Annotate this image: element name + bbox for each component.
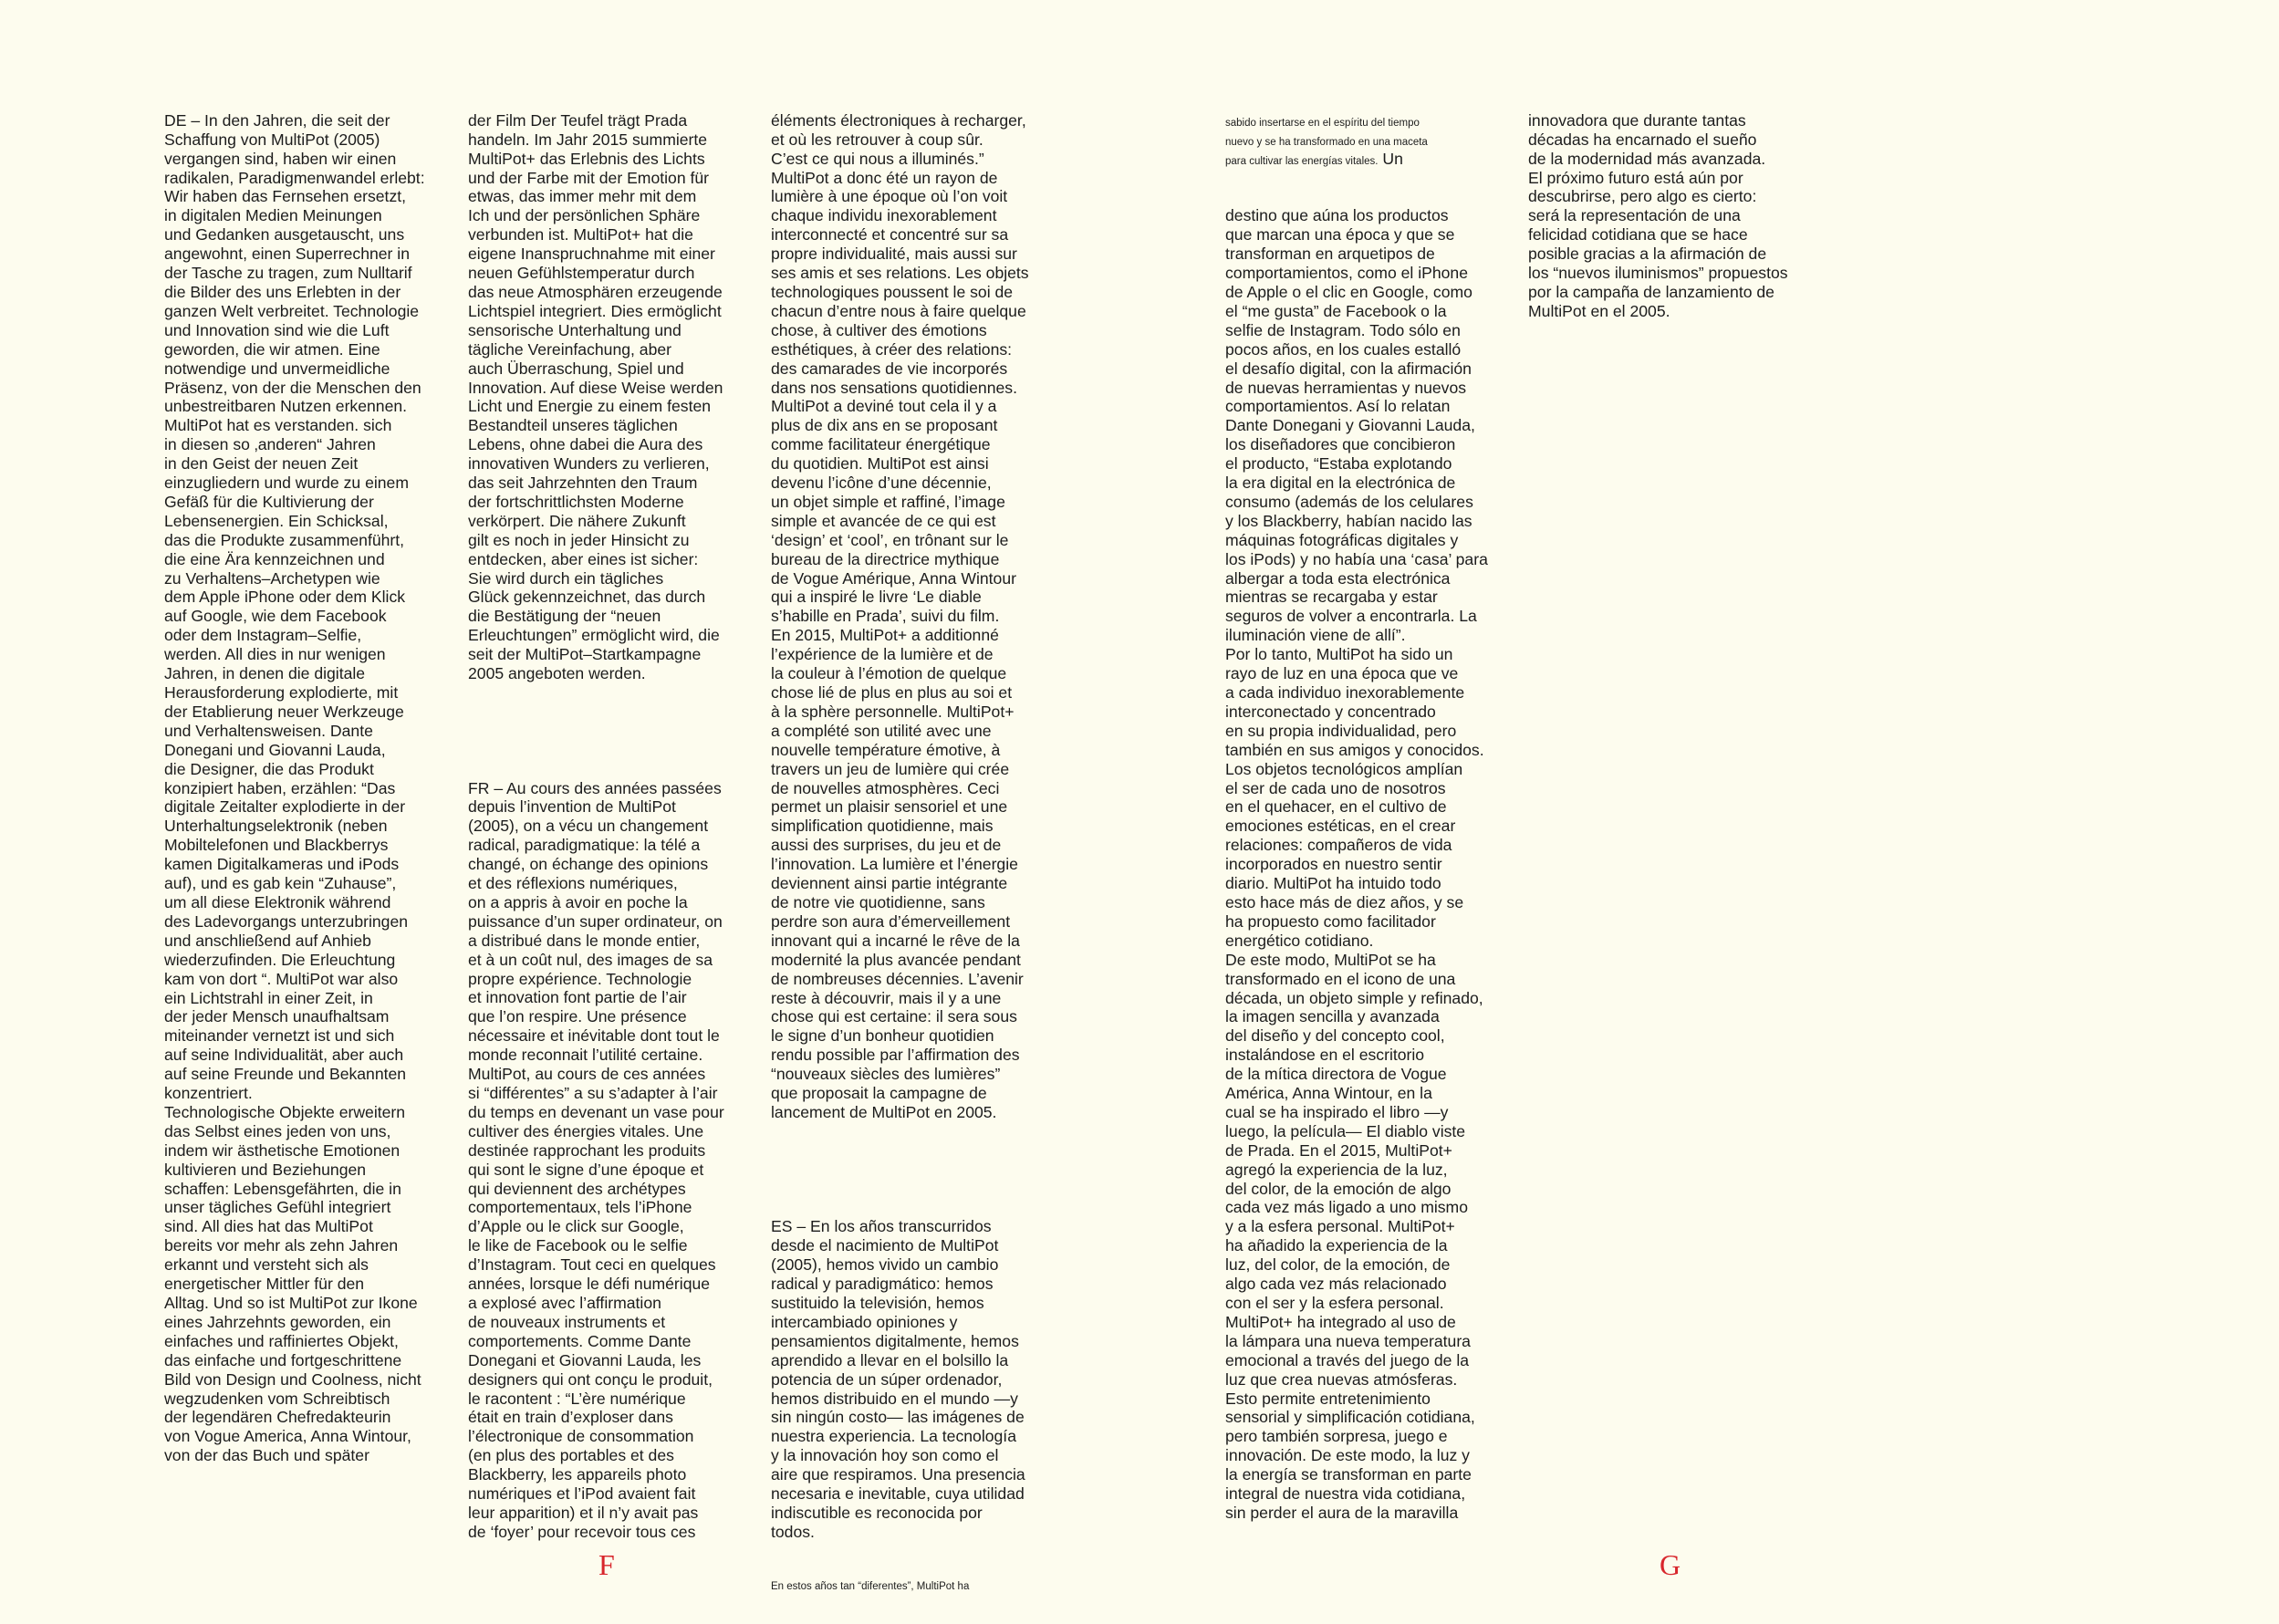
- es-text-small-line: En estos años tan “diferentes”, MultiPot ha: [771, 1580, 970, 1592]
- es-text-part-1: ES – En los años transcurridos desde el nacimiento de MultiPot (2005), hemos vivido un cambio radical y paradigmático: hemos sustituido la televisión, hemos intercambiado opiniones y pensamientos digitalmente, hemos aprendido a llevar en el bolsillo la potencia de un súper ordenador, hemos distribuido en el mundo —y sin ningún costo— las imágenes de nuestra experiencia. La tecnología y la innovación hoy son como el aire que respiramos. Una presencia necesaria e inevitable, cuya utilidad indiscutible es reconocida por todos.: [771, 1217, 1025, 1541]
- text-column-5: [1528, 73, 1788, 340]
- paragraph-gap: [771, 1161, 1029, 1180]
- es-text-part-2-intro: [1225, 111, 1488, 169]
- page-letter-left: F: [598, 1548, 615, 1581]
- de-text-part-2: der Film Der Teufel trägt Prada handeln. Im Jahr 2015 summierte MultiPot+ das Erlebnis des Lichts und der Farbe mit der Emotion für etwas, das immer mehr mit dem Ich und der persönlichen Sphäre verbunden ist. MultiPot+ hat die eigene Inanspruchnahme mit einer neuen Gefühlstemperatur durch das neue Atmosphären erzeugende Lichtspiel integriert. Dies ermöglicht sensorische Unterhaltung und tägliche Vereinfachung, aber auch Überraschung, Spiel und Innovation. Auf diese Weise werden Licht und Energie zu einem festen Bestandteil unseres täglichen Lebens, ohne dabei die Aura des innovativen Wunders zu verlieren, das seit Jahrzehnten den Traum der fortschrittlichsten Moderne verkörpert. Die nähere Zukunft gilt es noch in jeder Hinsicht zu entdecken, aber eines ist sicher: Sie wird durch ein tägliches Glück gekennzeichnet, das durch die Bestätigung der “neuen Erleuchtungen” ermöglicht wird, die seit der MultiPot–Startkampagne 2005 angeboten werden.: [468, 110, 723, 683]
- fr-text-part-2: éléments électroniques à recharger, et où les retrouver à coup sûr. C’est ce qui nous a illuminés.” MultiPot a donc été un rayon de lumière à une époque où l’on voit chaque individu inexorablement interconnecté et concentré sur sa propre individualité, mais aussi sur ses amis et ses relations. Les objets technologiques poussent le soi de chacun d’entre nous à faire quelque chose, à cultiver des émotions esthétiques, à créer des relations: des camarades de vie incorporés dans nos sensations quotidiennes. MultiPot a deviné tout cela il y a plus de dix ans en se proposant comme facilitateur énergétique du quotidien. MultiPot est ainsi devenu l’icône d’une décennie, un objet simple et raffiné, l’image simple et avancée de ce qui est ‘design’ et ‘cool’, en trônant sur le bureau de la directrice mythique de Vogue Amérique, Anna Wintour qui a inspiré le livre ‘Le diable s’habille en Prada’, suivi du film. En 2015, MultiPot+ a additionné l’expérience de la lumière et de la couleur à l’émotion de quelque chose lié de plus en plus au soi et à la sphère personnelle. MultiPot+ a complété son utilité avec une nouvelle température émotive, à travers un jeu de lumière qui crée de nouvelles atmosphères. Ceci permet un plaisir sensoriel et une simplification quotidienne, mais aussi des surprises, du jeu et de l’innovation. La lumière et l’énergie deviennent ainsi partie intégrante de notre vie quotidienne, sans perdre son aura d’émerveillement innovant qui a incarné le rêve de la modernité la plus avancée pendant de nombreuses décennies. L’avenir reste à découvrir, mais il y a une chose qui est certaine: il sera sous le signe d’un bonheur quotidien rendu possible par l’affirmation des “nouveaux siècles des lumières” que proposait la campagne de lancement de MultiPot en 2005.: [771, 110, 1029, 1121]
- es-text-part-2: destino que aúna los productos que marcan una época y que se transforman en arquetipos de comportamientos, como el iPhone de Apple o el clic en Google, como el “me gusta” de Facebook o la selfie de Instagram. Todo sólo en pocos años, en los cuales estalló el desafío digital, con la afirmación de nuevas herramientas y nuevos comportamientos. Así lo relatan Dante Donegani y Giovanni Lauda, los diseñadores que concibieron el producto, “Estaba explotando la era digital en la electrónica de consumo (además de los celulares y los Blackberry, habían nacido las máquinas fotográficas digitales y los iPods) y no había una ‘casa’ para albergar a toda esta electrónica mientras se recargaba y estar seguros de volver a encontrarla. La iluminación viene de allí”. Por lo tanto, MultiPot ha sido un rayo de luz en una época que ve a cada individuo inexorablemente interconectado y concentrado en su propia individualidad, pero también en sus amigos y conocidos. Los objetos tecnológicos amplían el ser de cada uno de nosotros en el quehacer, en el cultivo de emociones estéticas, en el crear relaciones: compañeros de vida incorporados en nuestro sentir diario. MultiPot ha intuido todo esto hace más de diez años, y se ha propuesto como facilitador energético cotidiano. De este modo, MultiPot se ha transformado en el icono de una década, un objeto simple y refinado, la imagen sencilla y avanzada del diseño y del concepto cool, instalándose en el escritorio de la mítica directora de Vogue América, Anna Wintour, en la cual se ha inspirado el libro —y luego, la película— El diablo viste de Prada. En el 2015, MultiPot+ agregó la experiencia de la luz, del color, de la emoción de algo cada vez más ligado a uno mismo y a la esfera personal. MultiPot+ ha añadido la experiencia de la luz, del color, de la emoción, de algo cada vez más relacionado con el ser y la esfera personal. MultiPot+ ha integrado al uso de la lámpara una nueva temperatura emocional a través del juego de la luz que crea nuevas atmósferas. Esto permite entretenimiento sensorial y simplificación cotidiana, pero también sorpresa, juego e innovación. De este modo, la luz y la energía se transforman en parte integral de nuestra vida cotidiana, sin perder el aura de la maravilla: [1225, 206, 1488, 1522]
- es-text-part-3: innovadora que durante tantas décadas ha encarnado el sueño de la modernidad más avanzada. El próximo futuro está aún por descubrirse, pero algo es cierto: será la representación de una felicidad cotidiana que se hace posible gracias a la afirmación de los “nuevos iluminismos” propuestos por la campaña de lanzamiento de MultiPot en el 2005.: [1528, 110, 1788, 320]
- text-column-3: [771, 73, 1029, 1612]
- text-column-2: [468, 73, 724, 1561]
- text-column-1: [164, 73, 425, 1484]
- es-small-intro: sabido insertarse en el espíritu del tiempo nuevo y se ha transformado en una maceta para cultivar las energías vitales.: [1225, 117, 1428, 167]
- es-intro-continuation: Un: [1378, 149, 1403, 168]
- text-column-4: [1225, 73, 1488, 1542]
- page-letter-right: G: [1660, 1548, 1681, 1581]
- paragraph-gap: [468, 722, 724, 741]
- de-text-part-1: DE – In den Jahren, die seit der Schaffung von MultiPot (2005) vergangen sind, haben wir einen radikalen, Paradigmenwandel erlebt: Wir haben das Fernsehen ersetzt, in digitalen Medien Meinungen und Gedanken ausgetauscht, uns angewohnt, einen Superrechner in der Tasche zu tragen, zum Nulltarif die Bilder des uns Erlebten in der ganzen Welt verbreitet. Technologie und Innovation sind wie die Luft geworden, die wir atmen. Eine notwendige und unvermeidliche Präsenz, von der die Menschen den unbestreitbaren Nutzen erkennen. MultiPot hat es verstanden. sich in diesen so ‚anderen“ Jahren in den Geist der neuen Zeit einzugliedern und wurde zu einem Gefäß für die Kultivierung der Lebensenergien. Ein Schicksal, das die Produkte zusammenführt, die eine Ära kennzeichnen und zu Verhaltens–Archetypen wie dem Apple iPhone oder dem Klick auf Google, wie dem Facebook oder dem Instagram–Selfie, werden. All dies in nur wenigen Jahren, in denen die digitale Herausforderung explodierte, mit der Etablierung neuer Werkzeuge und Verhaltensweisen. Dante Donegani und Giovanni Lauda, die Designer, die das Produkt konzipiert haben, erzählen: “Das digitale Zeitalter explodierte in der Unterhaltungselektronik (neben Mobiltelefonen und Blackberrys kamen Digitalkameras und iPods auf), und es gab kein “Zuhause”, um all diese Elektronik während des Ladevorgangs unterzubringen und anschließend auf Anhieb wiederzufinden. Die Erleuchtung kam von dort “. MultiPot war also ein Lichtstrahl in einer Zeit, in der jeder Mensch unaufhaltsam miteinander vernetzt ist und sich auf seine Individualität, aber auch auf seine Freunde und Bekannten konzentriert. Technologische Objekte erweitern das Selbst eines jeden von uns, indem wir ästhetische Emotionen kultivieren und Beziehungen schaffen: Lebensgefährten, die in unser tägliches Gefühl integriert sind. All dies hat das MultiPot bereits vor mehr als zehn Jahren erkannt und versteht sich als energetischer Mittler für den Alltag. Und so ist MultiPot zur Ikone eines Jahrzehnts geworden, ein einfaches und raffiniertes Objekt, das einfache und fortgeschrittene Bild von Design und Coolness, nicht wegzudenken vom Schreibtisch der legendären Chefredakteurin von Vogue America, Anna Wintour, von der das Buch und später: [164, 110, 425, 1465]
- fr-text-part-1: FR – Au cours des années passées depuis l’invention de MultiPot (2005), on a vécu un changement radical, paradigmatique: la télé a changé, on échange des opinions et des réflexions numériques, on a appris à avoir en poche la puissance d’un super ordinateur, on a distribué dans le monde entier, et à un coût nul, des images de sa propre expérience. Technologie et innovation font partie de l’air que l’on respire. Une présence nécessaire et inévitable dont tout le monde reconnait l’utilité certaine. MultiPot, au cours de ces années si “différentes” a su s’adapter à l’air du temps en devenant un vase pour cultiver des énergies vitales. Une destinée rapprochant les produits qui sont le signe d’une époque et qui deviennent des archétypes comportementaux, tels l’iPhone d’Apple ou le click sur Google, le like de Facebook ou le selfie d’Instagram. Tout ceci en quelques années, lorsque le défi numérique a explosé avec l’affirmation de nouveaux instruments et comportements. Comme Dante Donegani et Giovanni Lauda, les designers qui ont conçu le produit, le racontent : “L’ère numérique était en train d’exploser dans l’électronique de consommation (en plus des portables et des Blackberry, les appareils photo numériques et l’iPod avaient fait leur apparition) et il n’y avait pas de ‘foyer’ pour recevoir tous ces: [468, 778, 724, 1541]
